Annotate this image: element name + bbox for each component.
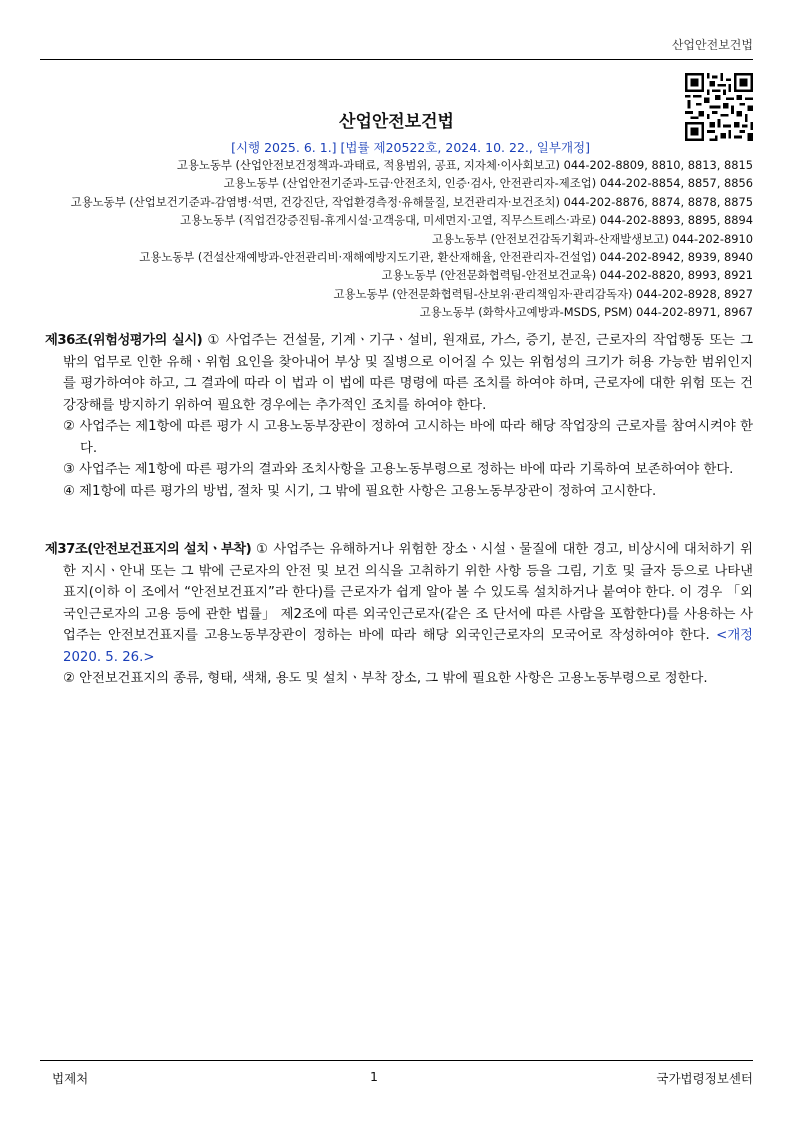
- running-title: 산업안전보건법: [671, 38, 753, 52]
- contact-line: 고용노동부 (안전문화협력팀-안전보건교육) 044-202-8820, 8993, 8921: [381, 268, 753, 283]
- article-36-paragraph-2: ② 사업주는 제1항에 따른 평가 시 고용노동부장관이 정하여 고시하는 바에 따라 해당 작업장의 근로자를 참여시켜야 한다.: [63, 419, 753, 456]
- article-36-paragraph-3: ③ 사업주는 제1항에 따른 평가의 결과와 조치사항을 고용노동부령으로 정하는 바에 따라 기록하여 보존하여야 한다.: [63, 462, 734, 477]
- article-36-paragraph-4: ④ 제1항에 따른 평가의 방법, 절차 및 시기, 그 밖에 필요한 사항은 고용노동부장관이 정하여 고시한다.: [63, 483, 657, 499]
- contact-list: [33, 156, 753, 322]
- article-37-text-1: ① 사업주는 유해하거나 위험한 장소ㆍ시설ㆍ물질에 대한 경고, 비상시에 대처하기 위한 지시ㆍ안내 또는 그 밖에 근로자의 안전 및 보건 의식을 고취하기 위한 사항 등을 그림, 기호 및 글자 등으로 나타낸 표지(이하 이 조에서 “안전보건표지”라 한다)를 근로자가 쉽게 알아 볼 수 있도록 설치하거나 붙여야 한다. 이 경우 「외국인근로자의 고용 등에 관한 법률」 제2조에 따른 외국인근로자(같은 조 단서에 따른 사람을 포함한다)를 사용하는 사업주는 안전보건표지를 고용노동부장관이 정하는 바에 따라 해당 외국인근로자의 모국어로 작성하여야 한다.: [63, 542, 753, 643]
- contact-line: 고용노동부 (안전문화협력팀-산보위·관리책임자·관리감독자) 044-202-8928, 8927: [333, 286, 753, 301]
- contact-line: 고용노동부 (안전보건감독기획과-산재발생보고) 044-202-8910: [432, 231, 753, 246]
- contact-line: 고용노동부 (건설산재예방과-안전관리비·재해예방지도기관, 환산재해율, 안전관리자-건설업) 044-202-8942, 8939, 8940: [139, 250, 753, 265]
- page-number: 1: [370, 1069, 378, 1084]
- article-36-paragraph-1: [45, 330, 753, 416]
- footer-source: 법제처: [52, 1071, 89, 1086]
- contact-line: 고용노동부 (화학사고예방과-MSDS, PSM) 044-202-8971, 8967: [419, 305, 753, 320]
- contact-line: 고용노동부 (산업안전기준과-도급·안전조치, 인증·검사, 안전관리자-제조업) 044-202-8854, 8857, 8856: [223, 176, 753, 191]
- article-37: [45, 539, 753, 690]
- contact-line: 고용노동부 (산업안전보건정책과-과태료, 적용범위, 공표, 지자체·이사회보고) 044-202-8809, 8810, 8813, 8815: [176, 158, 753, 172]
- footer-divider: [40, 1060, 753, 1061]
- article-36-heading: 제36조(위험성평가의 실시): [45, 333, 203, 348]
- article-36-text-1: ① 사업주는 건설물, 기계ㆍ기구ㆍ설비, 원재료, 가스, 증기, 분진, 근로자의 작업행동 또는 그 밖의 업무로 인한 유해ㆍ위험 요인을 찾아내어 부상 및 질병으로 이어질 수 있는 위험성의 크기가 허용 가능한 범위인지를 평가하여야 하고, 그 결과에 따라 이 법과 이 법에 따른 명령에 따른 조치를 하여야 하며, 근로자에 대한 위험 또는 건강장해를 방지하기 위하여 필요한 경우에는 추가적인 조치를 하여야 한다.: [63, 333, 753, 413]
- article-37-paragraph-1: [45, 539, 753, 668]
- enforcement-info: [시행 2025. 6. 1.] [법률 제20522호, 2024. 10. 22., 일부개정]: [231, 140, 590, 155]
- article-36: [45, 330, 753, 502]
- footer-publisher: 국가법령정보센터: [656, 1071, 753, 1086]
- contact-line: 고용노동부 (산업보건기준과-감염병·석면, 건강진단, 작업환경측정·유해물질, 보건관리자·보건조치) 044-202-8876, 8874, 8878, 8875: [70, 194, 753, 209]
- article-37-paragraph-2: ② 안전보건표지의 종류, 형태, 색채, 용도 및 설치ㆍ부착 장소, 그 밖에 필요한 사항은 고용노동부령으로 정한다.: [63, 671, 708, 686]
- article-37-heading: 제37조(안전보건표지의 설치ㆍ부착): [45, 542, 252, 557]
- header-divider: [40, 59, 753, 60]
- document-title: 산업안전보건법: [339, 112, 454, 132]
- amendment-link[interactable]: <개정 2020. 5. 26.>: [63, 628, 754, 665]
- contact-line: 고용노동부 (직업건강증진팀-휴게시설·고객응대, 미세먼지·고열, 직무스트레스·과로) 044-202-8893, 8895, 8894: [180, 213, 753, 228]
